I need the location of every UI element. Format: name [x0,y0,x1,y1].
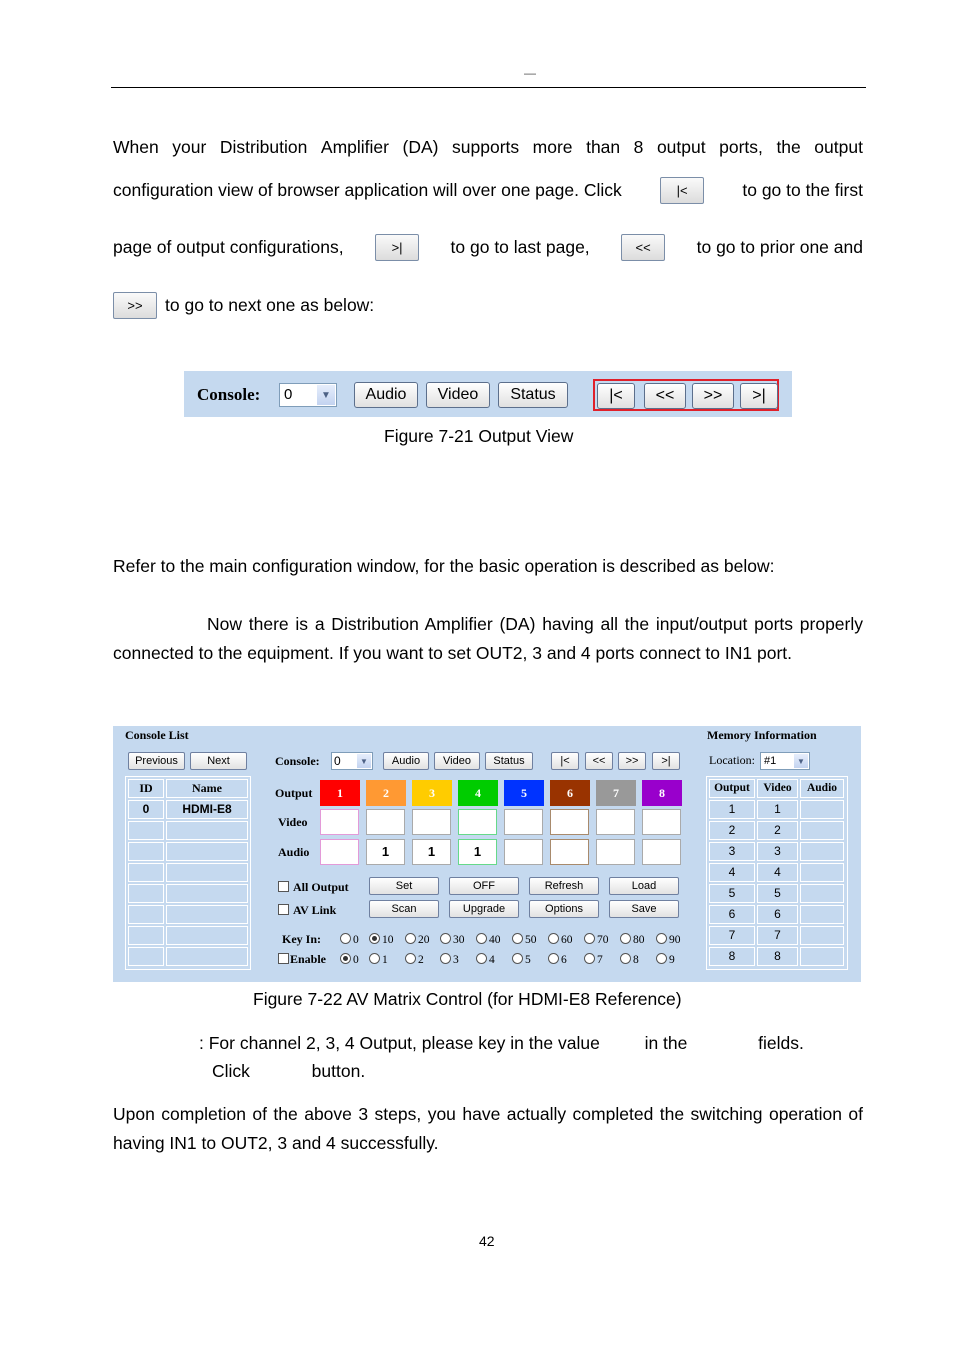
video-input-8[interactable] [642,809,681,835]
enable-option-label: 3 [453,954,459,966]
prior-page-button[interactable]: << [644,383,686,409]
console-select[interactable] [331,752,373,770]
mem-col-video: Video [757,779,798,798]
mem-cell-video: 2 [757,821,798,840]
chevron-down-icon: ▼ [357,754,371,768]
last-page-button[interactable]: >| [740,383,778,409]
key-in-option-label: 0 [353,934,359,946]
enable-checkbox[interactable] [278,952,326,967]
radio-icon [548,933,559,944]
intro-line-2 [113,177,863,204]
prior-page-button[interactable]: << [585,752,613,770]
audio-input-8[interactable] [642,839,681,865]
set-button[interactable]: Set [369,877,439,895]
page-number: 42 [479,1233,495,1249]
key-in-option-label: 90 [669,934,681,946]
enable-option-label: 8 [633,954,639,966]
header-dash: — [524,66,536,80]
radio-icon [512,953,523,964]
video-row-label: Video [278,815,308,829]
video-button[interactable]: Video [434,752,480,770]
enable-label: Enable [290,952,327,966]
radio-icon [584,933,595,944]
output-4-box[interactable]: 4 [458,780,498,806]
key-in-option-label: 10 [382,934,394,946]
enable-option-label: 6 [561,954,567,966]
chevron-down-icon: ▼ [317,385,335,405]
key-in-option[interactable] [548,933,573,946]
previous-button[interactable]: Previous [128,752,185,770]
enable-option[interactable] [656,953,675,966]
intro-word: than [586,137,621,157]
radio-selected-icon [369,933,380,944]
key-in-label: Key In: [282,932,321,946]
enable-option[interactable] [369,953,388,966]
output-7-box[interactable]: 7 [596,780,636,806]
empty-cell [166,947,248,966]
location-select[interactable] [760,752,810,770]
location-label: Location: [709,753,755,767]
key-in-option[interactable] [620,933,645,946]
step-line-1 [199,1033,804,1054]
next-button[interactable]: Next [190,752,247,770]
audio-input-7[interactable] [596,839,635,865]
key-in-option-label: 50 [525,934,537,946]
console-select-value: 0 [334,754,341,768]
location-select-value: #1 [764,755,777,767]
console-select-value: 0 [284,386,293,403]
upgrade-button[interactable]: Upgrade [449,900,519,918]
empty-cell [166,842,248,861]
mem-cell-audio [800,842,844,861]
output-2-box[interactable]: 2 [366,780,406,806]
intro-line-3 [113,234,863,261]
output-1-box[interactable]: 1 [320,780,360,806]
mem-cell-audio [800,821,844,840]
mem-cell-output: 8 [709,947,755,966]
key-in-option[interactable] [369,933,394,946]
step-text: button. [311,1061,366,1081]
enable-option-label: 0 [353,954,359,966]
mem-cell-video: 1 [757,800,798,819]
first-page-button[interactable]: |< [597,383,635,409]
mem-cell-output: 3 [709,842,755,861]
video-input-6[interactable] [550,809,589,835]
radio-icon [548,953,559,964]
intro-word: 8 [633,137,644,157]
intro-word: output [656,137,706,157]
console-list-table [125,776,251,970]
enable-option[interactable] [340,953,359,966]
intro-text: to go to prior one and [696,237,863,257]
intro-line-4 [113,292,863,319]
radio-icon [656,933,667,944]
key-in-option[interactable] [340,933,359,946]
key-in-option-label: 30 [453,934,465,946]
enable-option-label: 7 [597,954,603,966]
audio-input-1[interactable] [320,839,359,865]
output-8-box[interactable]: 8 [642,780,682,806]
checkbox-icon [278,953,289,964]
empty-cell [128,884,164,903]
step-text: : For channel 2, 3, 4 Output, please key in the value [199,1033,600,1053]
paragraph: Now there is a Distribution Amplifier (DA) having all the input/output ports properly connected to the equipment. If you want to set OUT2, 3 and 4 ports connect to IN1 port. [113,614,863,663]
video-input-5[interactable] [504,809,543,835]
header-rule [111,87,866,88]
radio-icon [440,953,451,964]
intro-word: your [172,137,207,157]
options-button[interactable]: Options [529,900,599,918]
checkbox-icon [278,904,289,915]
intro-word: supports [452,137,520,157]
radio-icon [620,933,631,944]
next-page-button[interactable]: >> [692,383,734,409]
empty-cell [128,821,164,840]
radio-icon [340,933,351,944]
radio-icon [584,953,595,964]
audio-input-4[interactable]: 1 [458,839,497,865]
radio-icon [512,933,523,944]
intro-word: output [814,137,863,157]
mem-cell-output: 2 [709,821,755,840]
intro-word: When [113,137,159,157]
step-text: in the [644,1033,688,1053]
audio-row-label: Audio [278,845,310,859]
memory-information-title: Memory Information [707,728,817,742]
enable-option-label: 2 [418,954,424,966]
av-matrix-control-figure [113,726,861,982]
intro-word: the [776,137,801,157]
all-output-label: All Output [293,880,349,894]
mem-cell-video: 3 [757,842,798,861]
console-select[interactable] [279,383,337,407]
key-in-option-label: 20 [418,934,430,946]
mem-col-audio: Audio [800,779,844,798]
off-button[interactable]: OFF [449,877,519,895]
mem-cell-video: 5 [757,884,798,903]
radio-icon [440,933,451,944]
col-header-id: ID [128,779,164,798]
radio-icon [405,933,416,944]
last-page-button[interactable]: >| [652,752,680,770]
intro-word: Amplifier [320,137,389,157]
mem-cell-video: 4 [757,863,798,882]
checkbox-icon [278,881,289,892]
console-label: Console: [197,385,261,404]
audio-button[interactable]: Audio [354,382,418,408]
av-link-label: AV Link [293,903,337,917]
first-page-button: |< [660,177,704,204]
mem-cell-video: 8 [757,947,798,966]
output-5-box[interactable]: 5 [504,780,544,806]
next-page-button[interactable]: >> [618,752,646,770]
mem-cell-audio [800,800,844,819]
intro-text: to go to last page, [450,237,590,257]
mem-cell-audio [800,905,844,924]
audio-button[interactable]: Audio [383,752,429,770]
key-in-option-label: 80 [633,934,645,946]
output-row-label: Output [275,786,313,800]
video-input-3[interactable] [412,809,451,835]
figure-caption: Figure 7-21 Output View [384,426,574,446]
console-label: Console: [275,754,320,768]
last-page-button: >| [375,234,419,261]
output-3-box[interactable]: 3 [412,780,452,806]
intro-text: to go to the first [742,180,863,200]
intro-word: ports, [719,137,763,157]
mem-cell-audio [800,926,844,945]
radio-icon [405,953,416,964]
av-link-checkbox[interactable] [278,903,336,918]
enable-option[interactable] [405,953,424,966]
enable-option-label: 1 [382,954,388,966]
empty-cell [166,905,248,924]
empty-cell [128,947,164,966]
mem-cell-audio [800,863,844,882]
enable-option-label: 5 [525,954,531,966]
video-input-2[interactable] [366,809,405,835]
mem-cell-output: 1 [709,800,755,819]
step-line-2 [212,1061,365,1082]
enable-option[interactable] [476,953,495,966]
intro-text: to go to next one as below: [165,295,375,315]
mem-cell-audio [800,947,844,966]
radio-selected-icon [340,953,351,964]
video-button[interactable]: Video [426,382,490,408]
radio-icon [476,953,487,964]
key-in-option-label: 40 [489,934,501,946]
intro-word: (DA) [402,137,439,157]
intro-text: configuration view of browser application will over one page. Click [113,180,622,200]
intro-word: more [532,137,573,157]
video-input-1[interactable] [320,809,359,835]
output-6-box[interactable]: 6 [550,780,590,806]
empty-cell [166,926,248,945]
enable-option[interactable] [548,953,567,966]
enable-option-label: 4 [489,954,495,966]
empty-cell [166,863,248,882]
load-button[interactable]: Load [609,877,679,895]
radio-icon [476,933,487,944]
enable-option-label: 9 [669,954,675,966]
key-in-option[interactable] [512,933,537,946]
key-in-option-label: 70 [597,934,609,946]
radio-icon [656,953,667,964]
key-in-option[interactable] [476,933,501,946]
mem-col-output: Output [709,779,755,798]
step-text: fields. [758,1033,804,1053]
next-page-button: >> [113,292,157,319]
empty-cell [128,905,164,924]
intro-word: Distribution [219,137,308,157]
col-header-name: Name [166,779,248,798]
step-text: Click [212,1061,250,1081]
video-input-4[interactable] [458,809,497,835]
empty-cell [166,884,248,903]
paragraph: Refer to the main configuration window, for the basic operation is described as below: [113,556,775,576]
mem-cell-video: 6 [757,905,798,924]
save-button[interactable]: Save [609,900,679,918]
intro-line-1 [113,137,863,158]
key-in-option[interactable] [440,933,465,946]
mem-cell-audio [800,884,844,903]
audio-input-2[interactable]: 1 [366,839,405,865]
mem-cell-video: 7 [757,926,798,945]
output-view-figure [184,371,792,417]
audio-input-5[interactable] [504,839,543,865]
memory-table [706,776,848,970]
mem-cell-output: 6 [709,905,755,924]
mem-cell-output: 7 [709,926,755,945]
enable-option[interactable] [512,953,531,966]
enable-option[interactable] [440,953,459,966]
all-output-checkbox[interactable] [278,880,349,895]
key-in-option[interactable] [405,933,430,946]
row-name[interactable]: HDMI-E8 [166,800,248,819]
console-list-title: Console List [125,728,189,742]
chevron-down-icon: ▼ [794,754,808,768]
radio-icon [369,953,380,964]
status-button[interactable]: Status [498,382,568,408]
enable-option[interactable] [620,953,639,966]
empty-cell [128,842,164,861]
empty-cell [128,863,164,882]
key-in-option[interactable] [584,933,609,946]
scan-button[interactable]: Scan [369,900,439,918]
enable-option[interactable] [584,953,603,966]
audio-input-3[interactable]: 1 [412,839,451,865]
refresh-button[interactable]: Refresh [529,877,599,895]
figure-caption: Figure 7-22 AV Matrix Control (for HDMI-E8 Reference) [253,989,682,1009]
first-page-button[interactable]: |< [551,752,579,770]
prior-page-button: << [621,234,665,261]
mem-cell-output: 4 [709,863,755,882]
key-in-option[interactable] [656,933,681,946]
empty-cell [166,821,248,840]
radio-icon [620,953,631,964]
status-button[interactable]: Status [485,752,533,770]
paragraph: Upon completion of the above 3 steps, you have actually completed the switching operation of having IN1 to OUT2, 3 and 4 successfully. [113,1104,863,1153]
audio-input-6[interactable] [550,839,589,865]
intro-text: page of output configurations, [113,237,344,257]
row-id[interactable]: 0 [128,800,164,819]
empty-cell [128,926,164,945]
key-in-option-label: 60 [561,934,573,946]
video-input-7[interactable] [596,809,635,835]
mem-cell-output: 5 [709,884,755,903]
